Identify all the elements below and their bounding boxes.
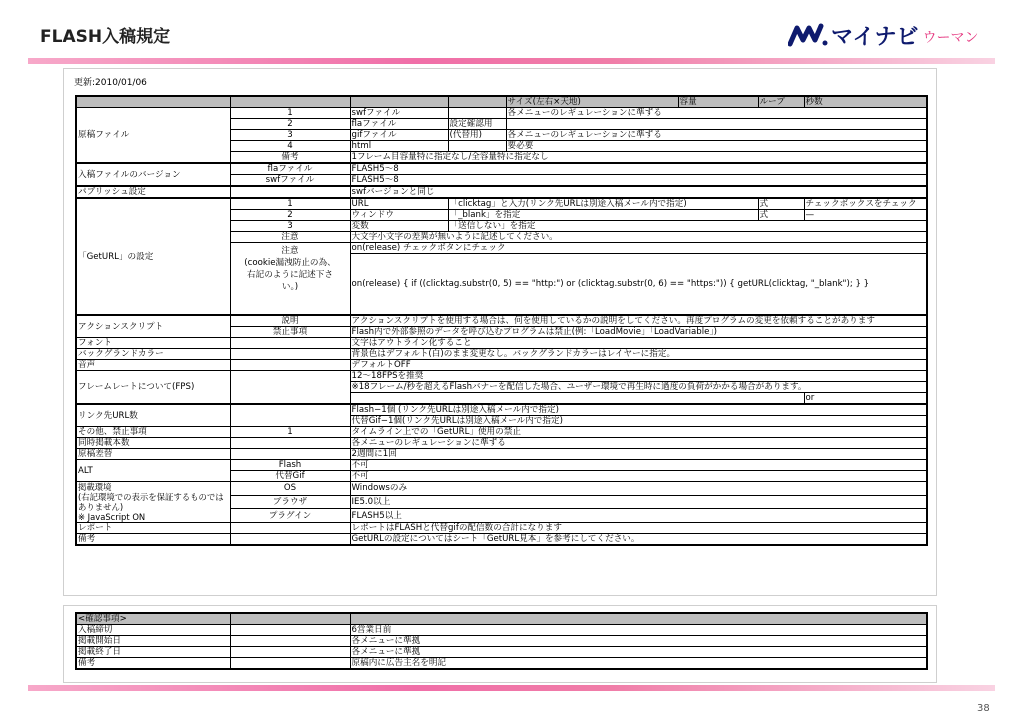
table-row [76,315,927,327]
cell: 「_blank」を指定 [448,210,758,221]
table-row [76,482,927,496]
cell: FLASH5以上 [350,509,927,523]
regulation-sheet [63,68,937,596]
row-label-font: フォント [76,338,230,349]
cell: FLASH5〜8 [350,175,927,187]
cell: 2週間に1回 [350,449,927,460]
row-label-original-files: 原稿ファイル [76,108,230,164]
row-label-alt: ALT [76,460,230,482]
confirm-table [75,612,928,670]
cell: 3 [230,221,350,232]
table-row [76,534,927,546]
cell: 背景色はデフォルト(白)のまま変更なし。バックグランドカラーはレイヤーに指定。 [350,349,927,360]
cell: 2 [230,210,350,221]
table-row [76,404,927,416]
cell: 式 [758,198,804,210]
cell: 掲載終了日 [76,647,230,658]
page-title: FLASH入稿規定 [40,27,171,47]
cell: ウィンドウ [350,210,448,221]
row-label-env: 掲載環境 (右記環境での表示を保証するものではありません) ※ JavaScript ON [76,482,230,523]
table-row [76,186,927,198]
cell: flaファイル [230,163,350,175]
cell: Windowsのみ [350,482,927,496]
cell: ※18フレーム/秒を超えるFlashバナーを配信した場合、ユーザー環境で再生時に過度の負荷がかかる場合があります。 [350,382,927,393]
table-row [76,163,927,175]
logo-main-text: マイナビ [831,24,919,50]
cell: ブラウザ [230,495,350,509]
row-label-sound: 音声 [76,360,230,371]
cell: 注意 [230,232,350,243]
table-row [76,427,927,438]
row-label-other: その他、禁止事項 [76,427,230,438]
cell: Flash内で外部参照のデータを呼び込むプログラムは禁止(例:「LoadMovie」「LoadVariable」) [350,327,927,338]
cell: 12〜18FPSを推奨 [350,371,927,382]
cell: URL [350,198,448,210]
row-label-bgcolor: バックグランドカラー [76,349,230,360]
row-label-actionscript: アクションスクリプト [76,315,230,338]
table-row [76,658,927,670]
cell: gifファイル [350,130,448,141]
table-row [76,360,927,371]
row-label-report: レポート [76,523,230,534]
cell: 禁止事項 [230,327,350,338]
cell: 2 [230,119,350,130]
cell: タイムライン上での「GetURL」使用の禁止 [350,427,927,438]
table-row [76,625,927,636]
row-label-fps: フレームレートについて(FPS) [76,371,230,405]
cell: 代替Gif−1個(リンク先URLは別途入稿メール内で指定) [350,416,927,427]
table-row [76,636,927,647]
table-header-row [76,96,927,108]
logo-mark-icon [788,22,828,48]
cell: レポートはFLASHと代替gifの配信数の合計になります [350,523,927,534]
top-accent-band [28,58,995,64]
cell: 説明 [230,315,350,327]
cell: 各メニューに準拠 [350,647,927,658]
header-seconds: 秒数 [804,96,927,108]
table-row [76,523,927,534]
cell: html [350,141,448,152]
cell: Flash−1個 (リンク先URLは別途入稿メール内で指定) [350,404,927,416]
table-row [76,338,927,349]
cell: 大文字小文字の差異が無いように記述してください。 [350,232,927,243]
table-row [76,647,927,658]
cell: 不可 [350,460,927,471]
table-row [76,438,927,449]
cell: swfバージョンと同じ [350,186,927,198]
updated-date: 更新:2010/01/06 [74,78,147,88]
cell: 入稿締切 [76,625,230,636]
cell: 注意 (cookie漏洩防止の為、右記のように記述下さい。) [230,243,350,316]
cell: 不可 [350,471,927,482]
cell: アクションスクリプトを使用する場合は、何を使用しているかの説明をしてください。再度プログラムの変更を依頼することがあります [350,315,927,327]
header-capacity: 容量 [678,96,758,108]
cell: 式 [758,210,804,221]
cell: 各メニューに準拠 [350,636,927,647]
cell: 1フレーム目容量特に指定なし/全容量特に指定なし [350,152,927,164]
cell: IE5.0以上 [350,495,927,509]
table-row [76,371,927,382]
cell: OS [230,482,350,496]
logo-sub-text: ウーマン [922,30,979,46]
header-loop: ループ [758,96,804,108]
cell: 4 [230,141,350,152]
cell: flaファイル [350,119,448,130]
cell: 1 [230,427,350,438]
row-label-geturl: 「GetURL」の設定 [76,198,230,315]
cell: プラグイン [230,509,350,523]
table-row [76,460,927,471]
cell: 6営業日前 [350,625,927,636]
code-cell: on(release) { if ((clicktag.substr(0, 5) == "http:") or (clicktag.substr(0, 6) == "https:")) { getURL(clicktag, "_blank"); } } [350,254,927,316]
table-row [76,108,927,119]
cell: swfファイル [230,175,350,187]
row-label-version: 入稿ファイルのバージョン [76,163,230,186]
cell: デフォルトOFF [350,360,927,371]
cell: Flash [230,460,350,471]
row-label-replace: 原稿差替 [76,449,230,460]
cell: 代替Gif [230,471,350,482]
cell: 変数 [350,221,448,232]
confirm-title: <確認事項> [76,613,230,625]
cell: チェックボックスをチェック [804,198,927,210]
row-label-simul: 同時掲載本数 [76,438,230,449]
table-row [76,198,927,210]
cell: 文字はアウトライン化すること [350,338,927,349]
cell: 1 [230,108,350,119]
cell: 「送信しない」を指定 [448,221,927,232]
table-row [76,349,927,360]
cell: 3 [230,130,350,141]
table-row [76,449,927,460]
cell: 1 [230,198,350,210]
cell: FLASH5〜8 [350,163,927,175]
confirm-sheet [63,605,937,683]
cell: 「clicktag」と入力(リンク先URLは別途入稿メール内で指定) [448,198,758,210]
cell: 備考 [76,658,230,670]
cell: 各メニューのレギュレーションに準ずる [506,108,927,119]
confirm-header-row [76,613,927,625]
cell: GetURLの設定についてはシート「GetURL見本」を参考にしてください。 [350,534,927,546]
cell: on(release) チェックボタンにチェック [350,243,927,254]
cell: 各メニューのレギュレーションに準ずる [350,438,927,449]
regulation-table [75,95,928,546]
cell: (代替用) [448,130,506,141]
cell: 掲載開始日 [76,636,230,647]
cell: 設定確認用 [448,119,506,130]
mynavi-woman-logo [788,20,979,50]
cell: — [804,210,927,221]
cell: 各メニューのレギュレーションに準ずる [506,130,927,141]
cell: 要必要 [506,141,927,152]
cell: 原稿内に広告主名を明記 [350,658,927,670]
row-label-links: リンク先URL数 [76,404,230,427]
row-label-remarks: 備考 [76,534,230,546]
cell: swfファイル [350,108,448,119]
page-number: 38 [977,703,990,714]
bottom-accent-band [28,685,995,691]
cell: or [804,393,927,405]
cell: 備考 [230,152,350,164]
header-size: サイズ(左右×天地) [506,96,678,108]
row-label-publish: パブリッシュ設定 [76,186,230,198]
